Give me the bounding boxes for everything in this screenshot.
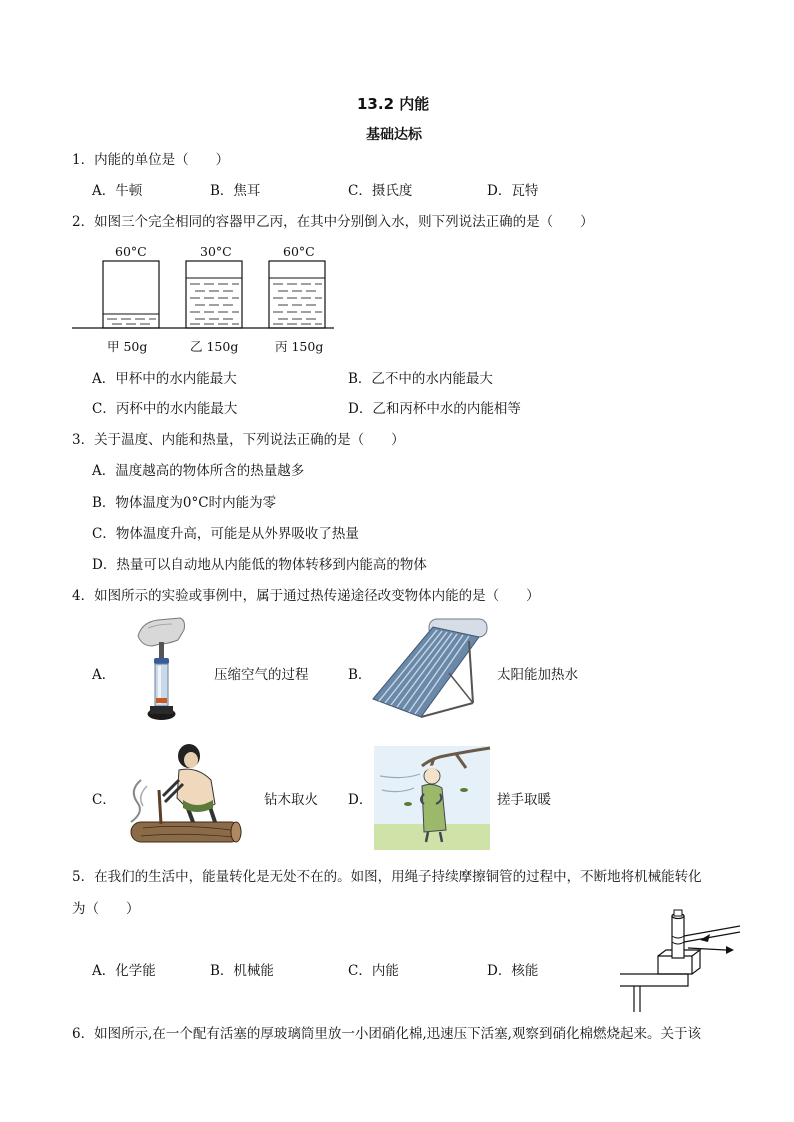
container-bing: [269, 261, 325, 328]
q3-option-b[interactable]: B．物体温度为0°C时内能为零: [92, 495, 277, 511]
q4-stem: 4．如图所示的实验或事例中，属于通过热传递途径改变物体内能的是（ ）: [72, 588, 540, 604]
page-title: 13.2 内能: [357, 95, 430, 113]
rubbing-hands-warmth-illustration: [374, 746, 490, 850]
air-compression-pump-illustration: [128, 614, 198, 729]
q3-option-d[interactable]: D．热量可以自动地从内能低的物体转移到内能高的物体: [92, 557, 427, 573]
container-jia: [103, 261, 159, 328]
q4-option-a-letter[interactable]: A．: [92, 667, 116, 683]
q4-option-a-caption: 压缩空气的过程: [214, 667, 309, 683]
q4-option-d-caption: 搓手取暖: [497, 792, 551, 808]
q2-label-yi: 乙 150g: [190, 339, 239, 354]
q5-stem-line2: 为（ ）: [72, 901, 140, 917]
rope-copper-tube-figure: [614, 906, 744, 1016]
q1-stem: 1．内能的单位是（ ）: [72, 152, 230, 168]
drilling-wood-fire-illustration: [123, 740, 243, 850]
q1-option-d[interactable]: D．瓦特: [487, 183, 539, 199]
q2-temp-jia: 60°C: [115, 244, 147, 259]
q2-option-d[interactable]: D．乙和丙杯中水的内能相等: [348, 401, 521, 417]
q2-option-b[interactable]: B．乙不中的水内能最大: [348, 371, 493, 387]
q3-option-a[interactable]: A．温度越高的物体所含的热量越多: [92, 463, 305, 479]
q6-stem: 6．如图所示,在一个配有活塞的厚玻璃筒里放一小团硝化棉,迅速压下活塞,观察到硝化棉燃烧起来。关于该: [72, 1026, 701, 1042]
q2-temp-yi: 30°C: [200, 244, 232, 259]
q5-option-b[interactable]: B．机械能: [210, 963, 274, 979]
q5-option-c[interactable]: C．内能: [348, 963, 399, 979]
container-yi: [186, 261, 242, 328]
q3-option-c[interactable]: C．物体温度升高，可能是从外界吸收了热量: [92, 526, 359, 542]
q4-option-c-letter[interactable]: C．: [92, 792, 116, 808]
q3-stem: 3．关于温度、内能和热量，下列说法正确的是（ ）: [72, 432, 405, 448]
q1-option-c[interactable]: C．摄氏度: [348, 183, 413, 199]
q1-option-b[interactable]: B．焦耳: [210, 183, 261, 199]
q1-option-a[interactable]: A．牛顿: [92, 183, 143, 199]
q2-label-bing: 丙 150g: [275, 339, 324, 354]
q2-stem: 2．如图三个完全相同的容器甲乙丙，在其中分别倒入水，则下列说法正确的是（ ）: [72, 214, 594, 230]
q2-option-c[interactable]: C．丙杯中的水内能最大: [92, 401, 238, 417]
q2-label-jia: 甲 50g: [107, 339, 148, 354]
q5-option-d[interactable]: D．核能: [487, 963, 539, 979]
solar-water-heater-illustration: [369, 613, 491, 721]
q4-option-d-letter[interactable]: D．: [348, 792, 373, 808]
section-subtitle: 基础达标: [366, 127, 422, 143]
q5-stem-line1: 5．在我们的生活中，能量转化是无处不在的。如图，用绳子持续摩擦铜管的过程中，不断地将机械能转化: [72, 869, 702, 885]
q2-temp-bing: 60°C: [283, 244, 315, 259]
q4-option-c-caption: 钻木取火: [264, 792, 318, 808]
q2-containers-figure: [72, 258, 342, 333]
q5-option-a[interactable]: A．化学能: [92, 963, 156, 979]
q2-option-a[interactable]: A．甲杯中的水内能最大: [92, 371, 237, 387]
q4-option-b-caption: 太阳能加热水: [497, 667, 578, 683]
q4-option-b-letter[interactable]: B．: [348, 667, 372, 683]
